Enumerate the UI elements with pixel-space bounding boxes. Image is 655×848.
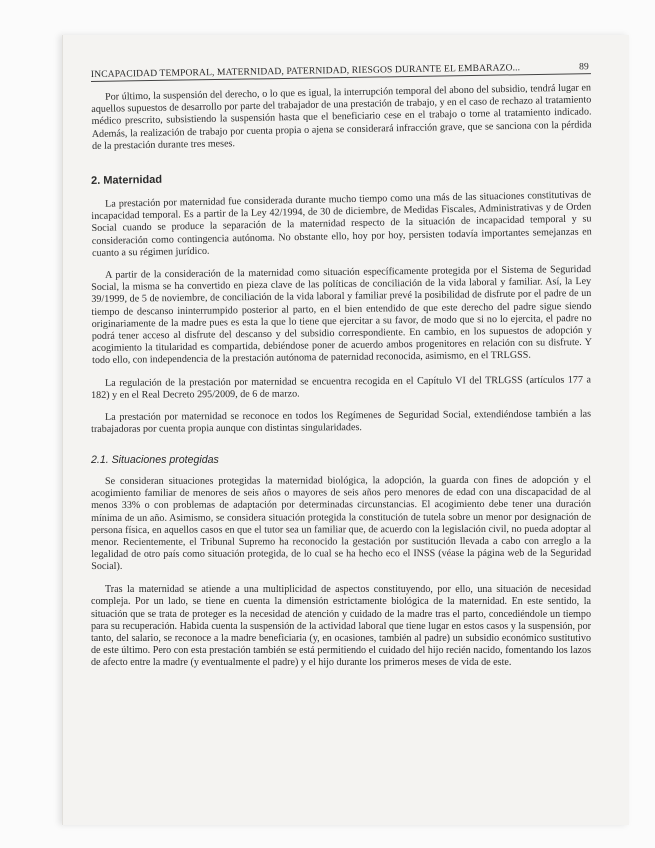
- paragraph-regulation: La regulación de la prestación por maternidad se encuentra recogida en el Capítulo VI del TRLGSS (artículos 177 a 182) y en el Real Decreto 295/2009, de 6 de marzo.: [91, 374, 592, 401]
- paragraph-history: La prestación por maternidad fue considerada durante mucho tiempo como una más de las situaciones constitutivas de incapacidad temporal. Es a partir de la Ley 42/1994, de 30 de diciembre, de Medidas Fiscales, Administrativas y de Orden Social cuando se produce la separación de la maternidad respecto de la situación de incapacidad temporal y su consideración como contingencia autónoma. No obstante ello, hoy por hoy, persisten todavía importantes semejanzas en cuanto a su régimen jurídico.: [91, 189, 592, 259]
- paragraph-regimes: La prestación por maternidad se reconoce en todos los Regímenes de Seguridad Social, extendiéndose también a las trabajadoras por cuenta propia aunque con distintas singularidades.: [91, 408, 592, 436]
- paragraph-suspension: Por último, la suspensión del derecho, o lo que es igual, la interrupción temporal del abono del subsidio, tendrá lugar en aquellos supuestos de desarrollo por parte del trabajador de una prestación de trabajo, y en el caso de rechazo al tratamiento médico prescrito, subsistiendo la suspensión hasta que el beneficiario cese en el trabajo o torne al tratamiento indicado. Además, la realización de trabajo por cuenta propia o ajena se considerará infracción grave, que se sanciona con la pérdida de la prestación durante tres meses.: [91, 82, 592, 152]
- book-page: [62, 35, 629, 825]
- paragraph-complex-need: Tras la maternidad se atiende a una multiplicidad de aspectos constituyendo, por ello, una situación de necesidad compleja. Por un lado, se tiene en cuenta la dimensión estrictamente biológica de la maternidad. En este sentido, la situación que se trata de proteger es la necesidad de atención y cuidado de la madre tras el parto, concediéndole un tiempo para su recuperación. Habida cuenta la suspensión de la actividad laboral que tiene lugar en estos casos y la suspensión, por tanto, del salario, se reconoce a la madre beneficiaria (y, en ocasiones, también al padre) un subsidio económico sustitutivo de este último. Pero con esta prestación también se está permitiendo el cuidado del hijo recién nacido, fomentando los lazos de afecto entre la madre (y eventualmente el padre) y el hijo durante los primeros meses de vida de este.: [91, 584, 591, 669]
- page-number: 89: [578, 61, 589, 73]
- section-heading-maternidad: 2. Maternidad: [91, 173, 163, 188]
- subsection-heading-situaciones: 2.1. Situaciones protegidas: [91, 454, 219, 467]
- page-content: [90, 61, 592, 680]
- running-header: [91, 61, 591, 82]
- paragraph-protected-situations: Se consideran situaciones protegidas la maternidad biológica, la adopción, la guarda con fines de adopción y el acogimiento familiar de menores de seis años o mayores de seis años pero menores de edad con una discapacidad de al menos 33% o con problemas de adaptación por determinadas circunstancias. El acogimiento debe tener una duración mínima de un año. Asimismo, se considera situación protegida la constitución de tutela sobre un menor por designación de persona física, en aquellos casos en que el tutor sea un familiar que, de acuerdo con la legislación civil, no pueda adoptar al menor. Recientemente, el Tribunal Supremo ha reconocido la gestación por sustitución llevada a cabo con arreglo a la legalidad de otro país como situación protegida, de lo cual se ha hecho eco el INSS (véase la página web de la Seguridad Social).: [91, 475, 592, 573]
- paragraph-conciliation: A partir de la consideración de la maternidad como situación específicamente protegida por el Sistema de Seguridad Social, la misma se ha convertido en pieza clave de las políticas de conciliación de la vida laboral y familiar. Así, la Ley 39/1999, de 5 de noviembre, de conciliación de la vida laboral y familiar prevé la posibilidad de disfrute por el padre de un tiempo de descanso ininterrumpido posterior al parto, en el bien entendido de que este derecho del padre sigue siendo originariamente de la madre pues es esta la que lo tiene que ejercitar a su favor, de modo que si no lo ejercita, el padre no podrá tener acceso al disfrute del descanso y del subsidio correspondiente. En cambio, en los supuestos de adopción y acogimiento la titularidad es compartida, debiéndose poner de acuerdo ambos progenitores en relación con su disfrute. Y todo ello, con independencia de la prestación autónoma de paternidad reconocida, asimismo, en el TRLGSS.: [91, 263, 592, 367]
- running-title: INCAPACIDAD TEMPORAL, MATERNIDAD, PATERNIDAD, RIESGOS DURANTE EL EMBARAZO...: [90, 62, 521, 81]
- page-body: [91, 82, 592, 670]
